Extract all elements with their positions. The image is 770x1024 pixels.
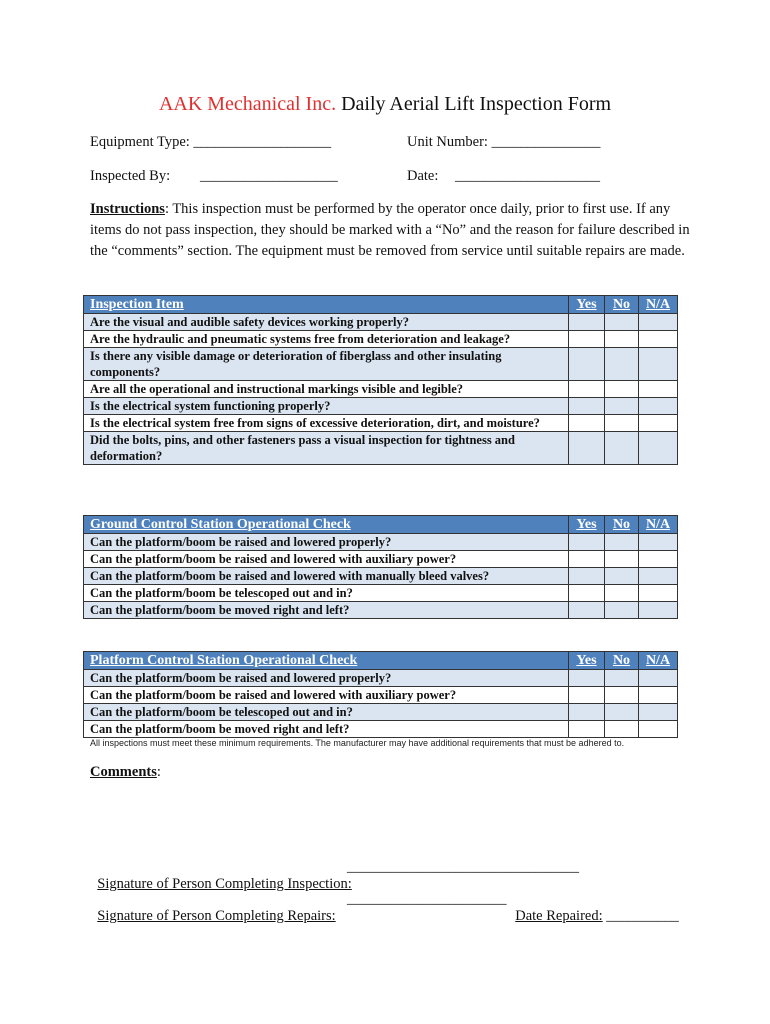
no-header: No: [605, 516, 639, 534]
yes-cell[interactable]: [569, 551, 605, 568]
yes-cell[interactable]: [569, 704, 605, 721]
table-header: Platform Control Station Operational Check: [84, 652, 569, 670]
platform-control-table: [83, 651, 678, 738]
ground-control-table: [83, 515, 678, 619]
table-row: [84, 602, 678, 619]
instructions-text: : This inspection must be performed by the operator once daily, prior to first use. If any items do not pass inspection, they should be marked with a “No” and the reason for failure described in the “comments” section. The equipment must be removed from service until suitable repairs are made.: [90, 201, 690, 259]
question: Can the platform/boom be raised and lowered properly?: [84, 534, 569, 551]
table-row: [84, 348, 678, 381]
yes-cell[interactable]: [569, 331, 605, 348]
yes-cell[interactable]: [569, 432, 605, 465]
no-cell[interactable]: [605, 568, 639, 585]
table-row: [84, 721, 678, 738]
no-cell[interactable]: [605, 381, 639, 398]
no-cell[interactable]: [605, 432, 639, 465]
table-row: [84, 534, 678, 551]
form-title: [0, 93, 770, 116]
equipment-type-field[interactable]: Equipment Type: ___________________: [90, 134, 332, 150]
table-row: [84, 398, 678, 415]
na-cell[interactable]: [639, 314, 678, 331]
repairs-signature-row: [90, 891, 336, 925]
na-cell[interactable]: [639, 551, 678, 568]
no-cell[interactable]: [605, 721, 639, 738]
inspected-by-field[interactable]: ___________________: [200, 168, 338, 184]
na-header: N/A: [639, 516, 678, 534]
table-row: [84, 585, 678, 602]
comments-section[interactable]: [90, 764, 161, 781]
question: Is there any visible damage or deterioration of fiberglass and other insulating components?: [84, 348, 569, 381]
no-cell[interactable]: [605, 704, 639, 721]
yes-cell[interactable]: [569, 348, 605, 381]
yes-cell[interactable]: [569, 585, 605, 602]
na-cell[interactable]: [639, 602, 678, 619]
no-cell[interactable]: [605, 331, 639, 348]
yes-cell[interactable]: [569, 602, 605, 619]
question: Is the electrical system functioning properly?: [84, 398, 569, 415]
question: Can the platform/boom be telescoped out and in?: [84, 585, 569, 602]
instructions-label: Instructions: [90, 201, 165, 217]
no-cell[interactable]: [605, 415, 639, 432]
question: Are all the operational and instructional markings visible and legible?: [84, 381, 569, 398]
company-name: AAK Mechanical Inc.: [158, 93, 337, 115]
yes-cell[interactable]: [569, 415, 605, 432]
no-cell[interactable]: [605, 585, 639, 602]
yes-cell[interactable]: [569, 670, 605, 687]
no-cell[interactable]: [605, 348, 639, 381]
yes-cell[interactable]: [569, 568, 605, 585]
form-name: Daily Aerial Lift Inspection Form: [336, 93, 612, 115]
no-cell[interactable]: [605, 534, 639, 551]
yes-header: Yes: [569, 516, 605, 534]
inspection-item-table: [83, 295, 678, 465]
date-repaired-row: [508, 891, 679, 925]
comments-colon: :: [156, 764, 161, 780]
na-cell[interactable]: [639, 415, 678, 432]
table-row: [84, 704, 678, 721]
question: Can the platform/boom be raised and lowered with auxiliary power?: [84, 551, 569, 568]
no-cell[interactable]: [605, 314, 639, 331]
na-cell[interactable]: [639, 670, 678, 687]
date-field[interactable]: ____________________: [455, 168, 600, 184]
yes-header: Yes: [569, 296, 605, 314]
question: Can the platform/boom be raised and lowered properly?: [84, 670, 569, 687]
yes-header: Yes: [569, 652, 605, 670]
no-cell[interactable]: [605, 670, 639, 687]
no-cell[interactable]: [605, 602, 639, 619]
inspection-signature-label: Signature of Person Completing Inspection:: [97, 876, 352, 892]
na-cell[interactable]: [639, 331, 678, 348]
inspection-signature-field[interactable]: ________________________________: [347, 859, 579, 875]
yes-cell[interactable]: [569, 381, 605, 398]
table-row: [84, 415, 678, 432]
date-label: Date:: [407, 168, 439, 184]
no-cell[interactable]: [605, 687, 639, 704]
question: Can the platform/boom be telescoped out and in?: [84, 704, 569, 721]
instructions: [90, 199, 690, 262]
question: Can the platform/boom be raised and lowered with manually bleed valves?: [84, 568, 569, 585]
question: Can the platform/boom be moved right and left?: [84, 721, 569, 738]
repairs-signature-label: Signature of Person Completing Repairs:: [97, 908, 336, 924]
table-row: [84, 670, 678, 687]
table-row: [84, 687, 678, 704]
question: Can the platform/boom be moved right and left?: [84, 602, 569, 619]
yes-cell[interactable]: [569, 314, 605, 331]
no-header: No: [605, 652, 639, 670]
table-row: [84, 432, 678, 465]
question: Are the visual and audible safety devices working properly?: [84, 314, 569, 331]
date-repaired-label: Date Repaired:: [515, 908, 603, 924]
question: Is the electrical system free from signs of excessive deterioration, dirt, and moisture?: [84, 415, 569, 432]
inspected-by-label: Inspected By:: [90, 168, 171, 184]
na-header: N/A: [639, 296, 678, 314]
yes-cell[interactable]: [569, 687, 605, 704]
na-cell[interactable]: [639, 398, 678, 415]
repairs-signature-field[interactable]: ______________________: [347, 891, 507, 907]
table-row: [84, 568, 678, 585]
requirements-note: All inspections must meet these minimum requirements. The manufacturer may have additional requirements that must be adhered to.: [90, 738, 625, 748]
table-row: [84, 314, 678, 331]
question: Can the platform/boom be raised and lowered with auxiliary power?: [84, 687, 569, 704]
date-repaired-field[interactable]: __________: [602, 908, 679, 924]
yes-cell[interactable]: [569, 398, 605, 415]
na-cell[interactable]: [639, 534, 678, 551]
no-cell[interactable]: [605, 551, 639, 568]
table-row: [84, 331, 678, 348]
question: Are the hydraulic and pneumatic systems free from deterioration and leakage?: [84, 331, 569, 348]
unit-number-field[interactable]: Unit Number: _______________: [407, 134, 601, 150]
na-cell[interactable]: [639, 687, 678, 704]
no-header: No: [605, 296, 639, 314]
inspection-signature-row: [90, 859, 352, 893]
yes-cell[interactable]: [569, 534, 605, 551]
na-cell[interactable]: [639, 721, 678, 738]
no-cell[interactable]: [605, 398, 639, 415]
na-header: N/A: [639, 652, 678, 670]
na-cell[interactable]: [639, 432, 678, 465]
na-cell[interactable]: [639, 568, 678, 585]
comments-label: Comments: [90, 764, 157, 780]
question: Did the bolts, pins, and other fasteners pass a visual inspection for tightness and deformation?: [84, 432, 569, 465]
na-cell[interactable]: [639, 381, 678, 398]
yes-cell[interactable]: [569, 721, 605, 738]
na-cell[interactable]: [639, 585, 678, 602]
na-cell[interactable]: [639, 704, 678, 721]
na-cell[interactable]: [639, 348, 678, 381]
table-row: [84, 381, 678, 398]
table-header: Inspection Item: [84, 296, 569, 314]
table-header: Ground Control Station Operational Check: [84, 516, 569, 534]
table-row: [84, 551, 678, 568]
